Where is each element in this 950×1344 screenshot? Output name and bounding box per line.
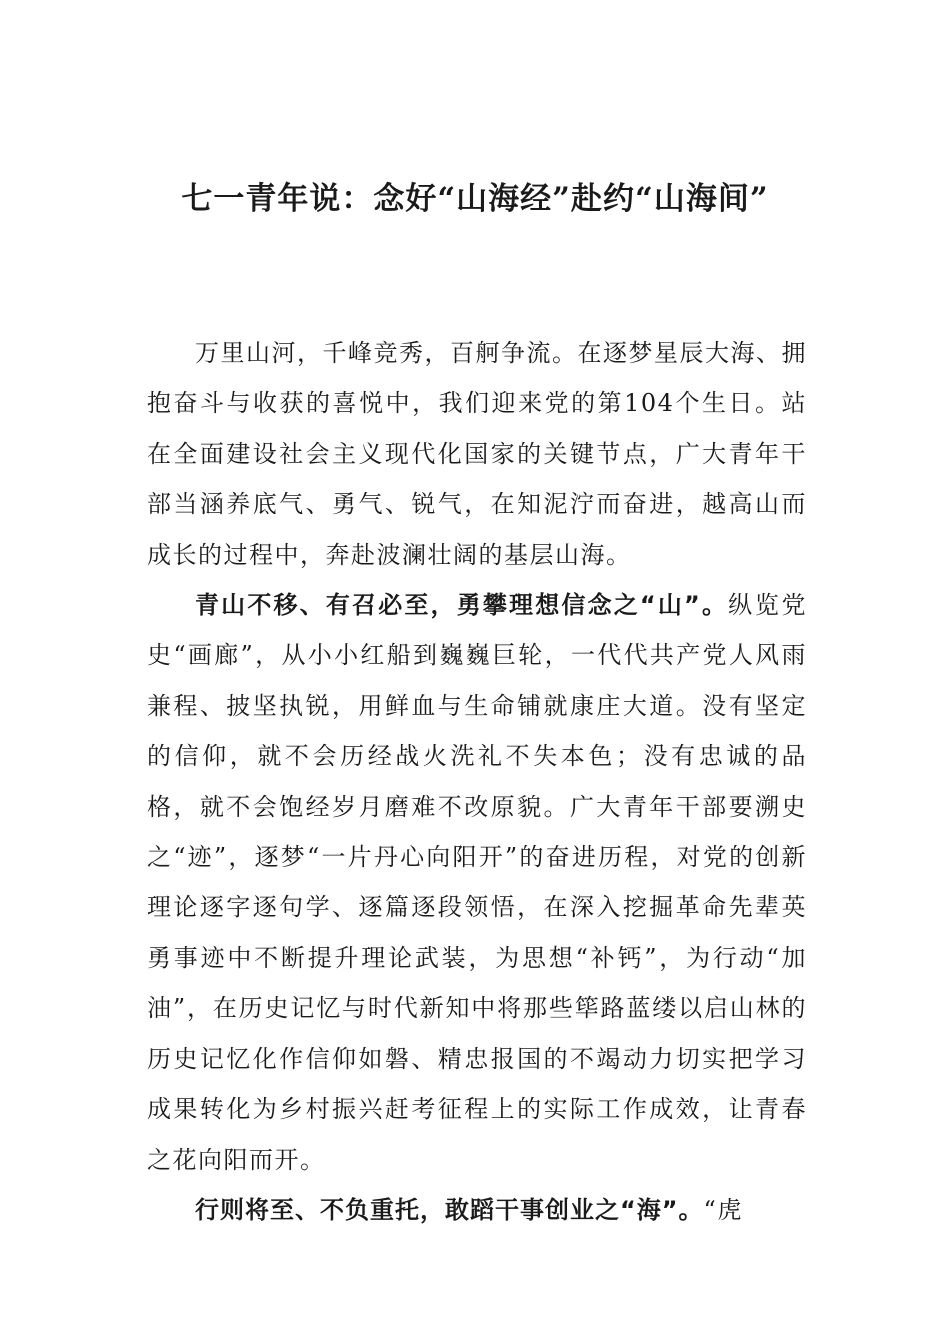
paragraph-3 xyxy=(147,1185,807,1235)
paragraph-text: 万里山河，千峰竞秀，百舸争流。在逐梦星辰大海、拥抱奋斗与收获的喜悦中，我们迎来党的第104个生日。站在全面建设社会主义现代化国家的关键节点，广大青年干部当涵养底气、勇气、锐气，在知泥泞而奋进，越高山而成长的过程中，奔赴波澜壮阔的基层山海。 xyxy=(147,339,807,569)
paragraph-lead: 青山不移、有召必至，勇攀理想信念之“山”。 xyxy=(195,591,729,620)
paragraph-lead: 行则将至、不负重托，敢蹈干事创业之“海”。 xyxy=(195,1195,704,1224)
paragraph-text: “虎 xyxy=(703,1195,743,1224)
document-body xyxy=(147,328,807,1235)
document-title: 七一青年说：念好“山海经”赴约“山海间” xyxy=(181,181,769,217)
paragraph-text: 纵览党史“画廊”，从小小红船到巍巍巨轮，一代代共产党人风雨兼程、披坚执锐，用鲜血与生命铺就康庄大道。没有坚定的信仰，就不会历经战火洗礼不失本色；没有忠诚的品格，就不会饱经岁月磨难不改原貌。广大青年干部要溯史之“迹”，逐梦“一片丹心向阳开”的奋进历程，对党的创新理论逐字逐句学、逐篇逐段领悟，在深入挖掘革命先辈英勇事迹中不断提升理论武装，为思想“补钙”，为行动“加油”，在历史记忆与时代新知中将那些筚路蓝缕以启山林的历史记忆化作信仰如磐、精忠报国的不竭动力切实把学习成果转化为乡村振兴赶考征程上的实际工作成效，让青春之花向阳而开。 xyxy=(147,591,807,1174)
paragraph-2 xyxy=(147,580,807,1185)
paragraph-1 xyxy=(147,328,807,580)
